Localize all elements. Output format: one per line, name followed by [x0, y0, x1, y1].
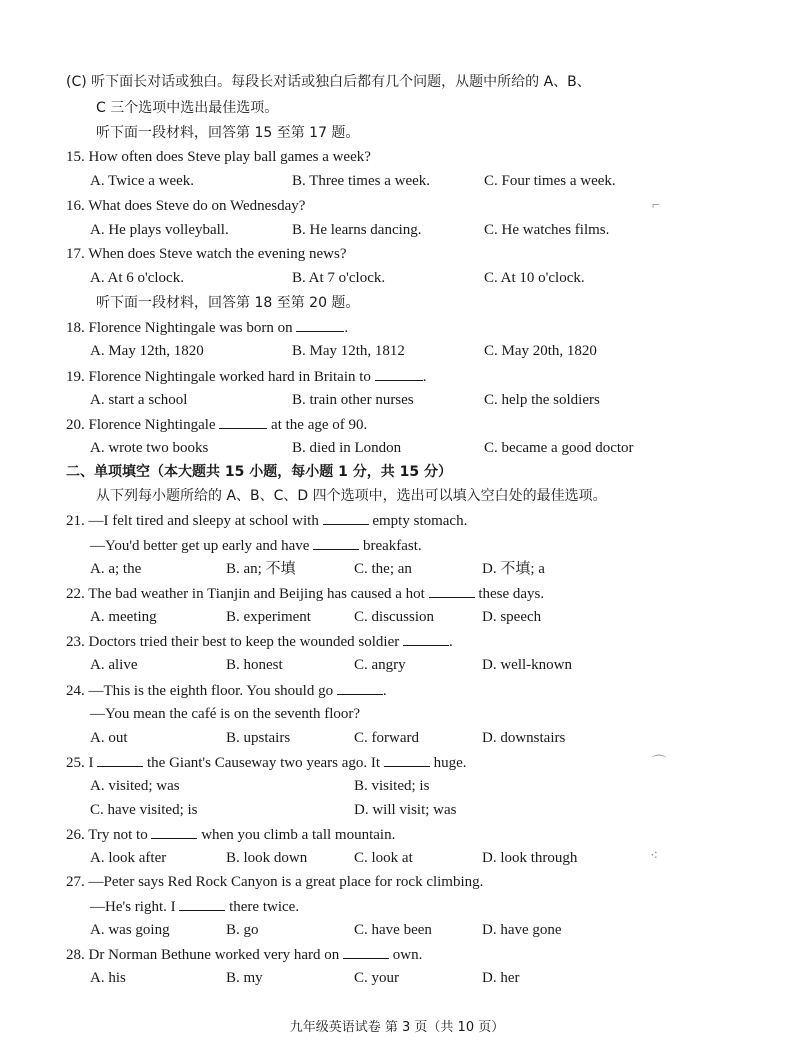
- q15-option-b[interactable]: B. Three times a week.: [292, 173, 431, 189]
- question-16-stem: 16. What does Steve do on Wednesday?: [66, 198, 306, 214]
- q24-option-a[interactable]: A. out: [90, 730, 128, 746]
- question-22-stem: 22. The bad weather in Tianjin and Beijing has caused a hot these days.: [66, 583, 544, 604]
- section-c-instruction-1: (C) 听下面长对话或独白。每段长对话或独白后都有几个问题，从题中所给的 A、B、: [66, 74, 591, 90]
- section-c-subinstruction-1: 听下面一段材料，回答第 15 至第 17 题。: [96, 125, 360, 141]
- q23-option-d[interactable]: D. well-known: [482, 657, 572, 673]
- q18-option-a[interactable]: A. May 12th, 1820: [90, 343, 204, 359]
- q22-option-d[interactable]: D. speech: [482, 609, 542, 625]
- q23-option-b[interactable]: B. honest: [226, 657, 283, 673]
- scan-mark: ⌐: [652, 198, 660, 213]
- question-25-stem: 25. I the Giant's Causeway two years ago. It huge.: [66, 752, 466, 773]
- q28-option-d[interactable]: D. her: [482, 970, 520, 986]
- answer-blank[interactable]: [179, 896, 225, 911]
- q26-option-c[interactable]: C. look at: [354, 850, 413, 866]
- q18-option-c[interactable]: C. May 20th, 1820: [484, 343, 597, 359]
- q28-option-b[interactable]: B. my: [226, 970, 263, 986]
- question-24-line-1: 24. —This is the eighth floor. You should go .: [66, 680, 387, 701]
- q17-option-c[interactable]: C. At 10 o'clock.: [484, 270, 585, 286]
- question-18-stem: 18. Florence Nightingale was born on .: [66, 317, 348, 338]
- q26-option-a[interactable]: A. look after: [90, 850, 167, 866]
- q21-option-c[interactable]: C. the; an: [354, 561, 412, 577]
- q25-option-d[interactable]: D. will visit; was: [354, 802, 457, 818]
- answer-blank[interactable]: [296, 317, 344, 332]
- q19-option-a[interactable]: A. start a school: [90, 392, 188, 408]
- answer-blank[interactable]: [337, 680, 383, 695]
- question-23-stem: 23. Doctors tried their best to keep the wounded soldier .: [66, 631, 453, 652]
- question-27-line-2: —He's right. I there twice.: [90, 896, 299, 917]
- q22-option-b[interactable]: B. experiment: [226, 609, 311, 625]
- q20-option-c[interactable]: C. became a good doctor: [484, 440, 634, 456]
- q21-option-a[interactable]: A. a; the: [90, 561, 142, 577]
- q17-option-b[interactable]: B. At 7 o'clock.: [292, 270, 386, 286]
- q17-option-a[interactable]: A. At 6 o'clock.: [90, 270, 184, 286]
- q28-option-c[interactable]: C. your: [354, 970, 399, 986]
- q24-option-b[interactable]: B. upstairs: [226, 730, 291, 746]
- q23-option-a[interactable]: A. alive: [90, 657, 138, 673]
- answer-blank[interactable]: [219, 414, 267, 429]
- q21-option-d[interactable]: D. 不填; a: [482, 561, 545, 577]
- q19-option-c[interactable]: C. help the soldiers: [484, 392, 600, 408]
- q27-option-b[interactable]: B. go: [226, 922, 259, 938]
- q25-option-a[interactable]: A. visited; was: [90, 778, 180, 794]
- question-26-stem: 26. Try not to when you climb a tall mountain.: [66, 824, 395, 845]
- q27-option-a[interactable]: A. was going: [90, 922, 170, 938]
- q24-option-d[interactable]: D. downstairs: [482, 730, 566, 746]
- answer-blank[interactable]: [403, 631, 449, 646]
- question-24-line-2: —You mean the café is on the seventh floor?: [90, 706, 361, 722]
- answer-blank[interactable]: [97, 752, 143, 767]
- question-15-stem: 15. How often does Steve play ball games a week?: [66, 149, 371, 165]
- q22-option-a[interactable]: A. meeting: [90, 609, 157, 625]
- q27-option-d[interactable]: D. have gone: [482, 922, 562, 938]
- section-2-heading: 二、单项填空（本大题共 15 小题，每小题 1 分，共 15 分）: [66, 464, 452, 480]
- q20-option-a[interactable]: A. wrote two books: [90, 440, 209, 456]
- answer-blank[interactable]: [343, 944, 389, 959]
- q22-option-c[interactable]: C. discussion: [354, 609, 435, 625]
- answer-blank[interactable]: [313, 535, 359, 550]
- answer-blank[interactable]: [151, 824, 197, 839]
- q23-option-c[interactable]: C. angry: [354, 657, 406, 673]
- q20-option-b[interactable]: B. died in London: [292, 440, 402, 456]
- answer-blank[interactable]: [323, 510, 369, 525]
- q18-option-b[interactable]: B. May 12th, 1812: [292, 343, 405, 359]
- section-c-subinstruction-2: 听下面一段材料，回答第 18 至第 20 题。: [96, 295, 360, 311]
- question-21-line-1: 21. —I felt tired and sleepy at school with empty stomach.: [66, 510, 467, 531]
- answer-blank[interactable]: [375, 366, 423, 381]
- scan-mark: ⁖: [650, 849, 659, 864]
- answer-blank[interactable]: [429, 583, 475, 598]
- q15-option-a[interactable]: A. Twice a week.: [90, 173, 195, 189]
- question-27-line-1: 27. —Peter says Red Rock Canyon is a great place for rock climbing.: [66, 874, 484, 890]
- q26-option-b[interactable]: B. look down: [226, 850, 308, 866]
- q26-option-d[interactable]: D. look through: [482, 850, 578, 866]
- page-footer: 九年级英语试卷 第 3 页（共 10 页）: [289, 1020, 505, 1035]
- question-28-stem: 28. Dr Norman Bethune worked very hard on own.: [66, 944, 422, 965]
- q16-option-a[interactable]: A. He plays volleyball.: [90, 222, 229, 238]
- q25-option-c[interactable]: C. have visited; is: [90, 802, 198, 818]
- q27-option-c[interactable]: C. have been: [354, 922, 432, 938]
- q19-option-b[interactable]: B. train other nurses: [292, 392, 414, 408]
- section-2-instruction: 从下列每小题所给的 A、B、C、D 四个选项中，选出可以填入空白处的最佳选项。: [96, 488, 607, 504]
- q21-option-b[interactable]: B. an; 不填: [226, 561, 296, 577]
- section-c-instruction-2: C 三个选项中选出最佳选项。: [96, 100, 279, 116]
- q25-option-b[interactable]: B. visited; is: [354, 778, 430, 794]
- scan-mark: ⌒: [652, 756, 666, 771]
- question-20-stem: 20. Florence Nightingale at the age of 90.: [66, 414, 367, 435]
- question-19-stem: 19. Florence Nightingale worked hard in Britain to .: [66, 366, 426, 387]
- q16-option-c[interactable]: C. He watches films.: [484, 222, 610, 238]
- section-c-label: (C): [66, 74, 87, 90]
- q24-option-c[interactable]: C. forward: [354, 730, 419, 746]
- q16-option-b[interactable]: B. He learns dancing.: [292, 222, 422, 238]
- question-17-stem: 17. When does Steve watch the evening news?: [66, 246, 347, 262]
- answer-blank[interactable]: [384, 752, 430, 767]
- q15-option-c[interactable]: C. Four times a week.: [484, 173, 616, 189]
- q28-option-a[interactable]: A. his: [90, 970, 126, 986]
- question-21-line-2: —You'd better get up early and have breakfast.: [90, 535, 422, 556]
